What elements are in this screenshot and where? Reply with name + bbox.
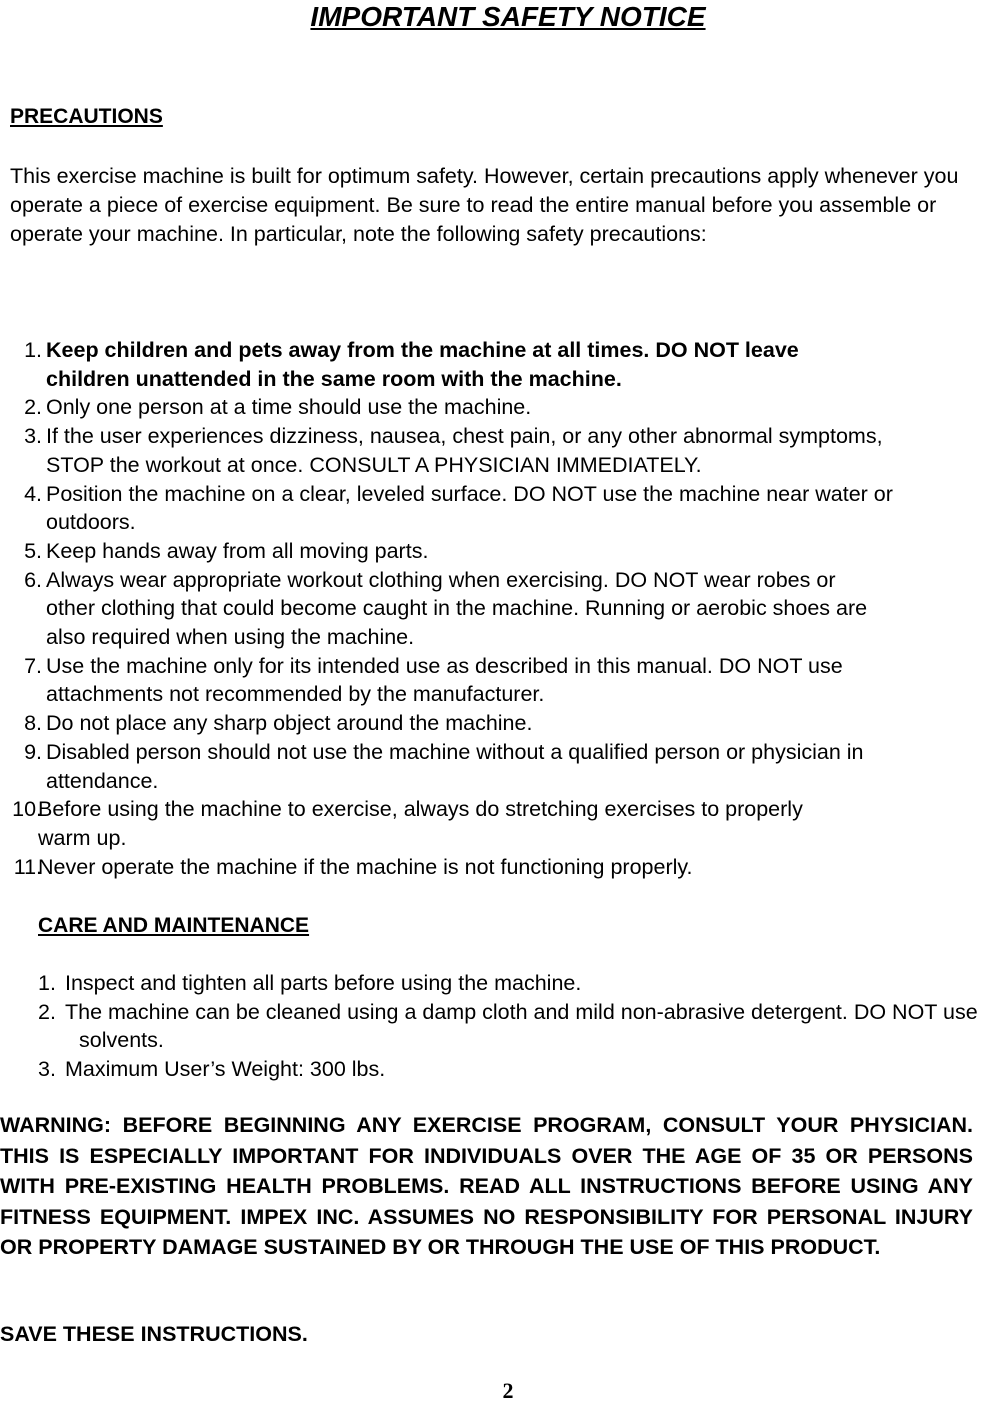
list-item-text: Inspect and tighten all parts before using the machine. [65,971,582,995]
list-item-text: Keep children and pets away from the machine at all times. DO NOT leave children unattended in the same room with the machine. [46,338,799,391]
list-item-number: 6. [24,567,42,592]
list-item-number: 3. [38,1056,56,1081]
list-item-text: The machine can be cleaned using a damp cloth and mild non-abrasive detergent. DO NOT use solvents. [65,999,978,1052]
list-item [0,709,990,738]
care-heading: CARE AND MAINTENANCE [38,914,310,937]
list-item-text: Use the machine only for its intended use as described in this manual. DO NOT use attachments not recommended by the manufacturer. [46,653,843,707]
list-item-number: 1. [24,338,42,362]
list-item-number: 3. [24,424,42,449]
precautions-list [0,336,990,881]
list-item [38,1055,988,1084]
list-item-text: If the user experiences dizziness, nausea, chest pain, or any other abnormal symptoms, STOP the workout at once. CONSULT A PHYSICIAN IMMEDIATELY. [46,424,883,477]
list-item [0,480,990,537]
list-item-text: Never operate the machine if the machine is not functioning properly. [38,854,693,879]
list-item [0,853,990,882]
list-item [0,566,990,652]
list-item-number: 11. [13,854,42,879]
care-list [38,969,988,1083]
list-item-number: 4. [24,481,42,506]
page-title: IMPORTANT SAFETY NOTICE [310,1,706,32]
precautions-intro: This exercise machine is built for optimum safety. However, certain precautions apply whenever you operate a piece of exercise equipment. Be sure to read the entire manual before you assemble or operate your machine. In particular, note the following safety precautions: [10,164,959,246]
list-item-text: Only one person at a time should use the machine. [46,395,532,420]
list-item-text: Keep hands away from all moving parts. [46,538,429,563]
list-item [0,738,990,795]
list-item [38,998,988,1055]
list-item-text: Do not place any sharp object around the machine. [46,711,533,736]
list-item-number: 9. [24,739,42,764]
precautions-heading: PRECAUTIONS [10,105,163,128]
page-number: 2 [502,1378,514,1403]
list-item [0,393,990,422]
list-item-number: 10. [12,797,42,822]
list-item-text: Disabled person should not use the machine without a qualified person or physician in attendance. [46,739,864,793]
list-item-number: 5. [24,538,42,563]
list-item [0,652,990,709]
list-item-text: Maximum User’s Weight: 300 lbs. [65,1056,386,1081]
save-instructions: SAVE THESE INSTRUCTIONS. [0,1322,308,1346]
list-item [0,422,990,479]
list-item-text: Before using the machine to exercise, always do stretching exercises to properly warm up. [38,797,803,850]
list-item-text: Position the machine on a clear, leveled surface. DO NOT use the machine near water or outdoors. [46,481,893,535]
list-item [0,795,990,852]
list-item-number: 8. [24,711,42,736]
warning-paragraph: WARNING: BEFORE BEGINNING ANY EXERCISE PROGRAM, CONSULT YOUR PHYSICIAN. THIS IS ESPECIALLY IMPORTANT FOR INDIVIDUALS OVER THE AGE OF 35 OR PERSONS WITH PRE-EXISTING HEALTH PROBLEMS. READ ALL INSTRUCTIONS BEFORE USING ANY FITNESS EQUIPMENT. IMPEX INC. ASSUMES NO RESPONSIBILITY FOR PERSONAL INJURY OR PROPERTY DAMAGE SUSTAINED BY OR THROUGH THE USE OF THIS PRODUCT. [0,1113,973,1259]
list-item-number: 2. [38,999,56,1024]
list-item-text: Always wear appropriate workout clothing when exercising. DO NOT wear robes or other clothing that could become caught in the machine. Running or aerobic shoes are also required when using the machine. [46,567,868,650]
list-item-number: 1. [38,971,56,995]
list-item [38,969,988,998]
list-item [0,537,990,566]
list-item-number: 7. [24,653,42,678]
list-item [0,336,990,393]
list-item-number: 2. [24,395,42,420]
